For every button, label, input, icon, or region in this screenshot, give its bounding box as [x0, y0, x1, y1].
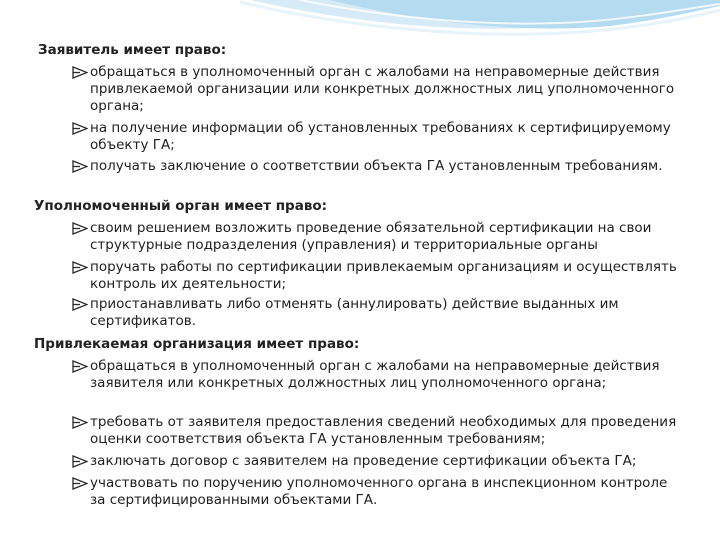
list-item: [72, 220, 684, 254]
list-item-text: приостанавливать либо отменять (аннулировать) действие выданных им сертификатов.: [90, 296, 619, 330]
list-item-text: получать заключение о соответствии объекта ГА установленным требованиям.: [90, 158, 663, 174]
section-heading-organization: Привлекаемая организация имеет право:: [34, 336, 360, 352]
list-item-text: своим решением возложить проведение обязательной сертификации на свои структурные подразделения (управления) и территориальные органы: [90, 220, 652, 254]
section-heading-applicant: Заявитель имеет право:: [38, 42, 227, 58]
list-item: [72, 120, 684, 154]
list-item-text: участвовать по поручению уполномоченного органа в инспекционном контроле за сертифицированными объектами ГА.: [90, 475, 668, 509]
arrow-bullet-icon: [72, 360, 88, 373]
list-item: [72, 358, 684, 392]
arrow-bullet-icon: [72, 122, 88, 135]
arrow-bullet-icon: [72, 477, 88, 490]
list-item: [72, 158, 684, 175]
list-item: [72, 453, 684, 470]
list-item: [72, 64, 684, 116]
arrow-bullet-icon: [72, 160, 88, 173]
list-item-text: обращаться в уполномоченный орган с жалобами на неправомерные действия привлекаемой организации или конкретных должностных лиц уполномоченного органа;: [90, 64, 675, 115]
list-item: [72, 475, 684, 509]
list-item-text: обращаться в уполномоченный орган с жалобами на неправомерные действия заявителя или конкретных должностных лиц уполномоченного органа;: [90, 358, 660, 392]
arrow-bullet-icon: [72, 66, 88, 79]
arrow-bullet-icon: [72, 298, 88, 311]
list-item-text: заключать договор с заявителем на проведение сертификации объекта ГА;: [90, 453, 637, 469]
list-item: [72, 259, 684, 293]
list-item-text: на получение информации об установленных требованиях к сертифицируемому объекту ГА;: [90, 120, 671, 154]
list-item-text: поручать работы по сертификации привлекаемым организациям и осуществлять контроль их деятельности;: [90, 259, 677, 293]
arrow-bullet-icon: [72, 222, 88, 235]
arrow-bullet-icon: [72, 455, 88, 468]
arrow-bullet-icon: [72, 416, 88, 429]
arrow-bullet-icon: [72, 261, 88, 274]
list-item: [72, 414, 684, 448]
section-heading-authority: Уполномоченный орган имеет право:: [34, 198, 328, 214]
list-item: [72, 296, 684, 330]
list-item-text: требовать от заявителя предоставления сведений необходимых для проведения оценки соответствия объекта ГА установленным требованиям;: [90, 414, 677, 448]
